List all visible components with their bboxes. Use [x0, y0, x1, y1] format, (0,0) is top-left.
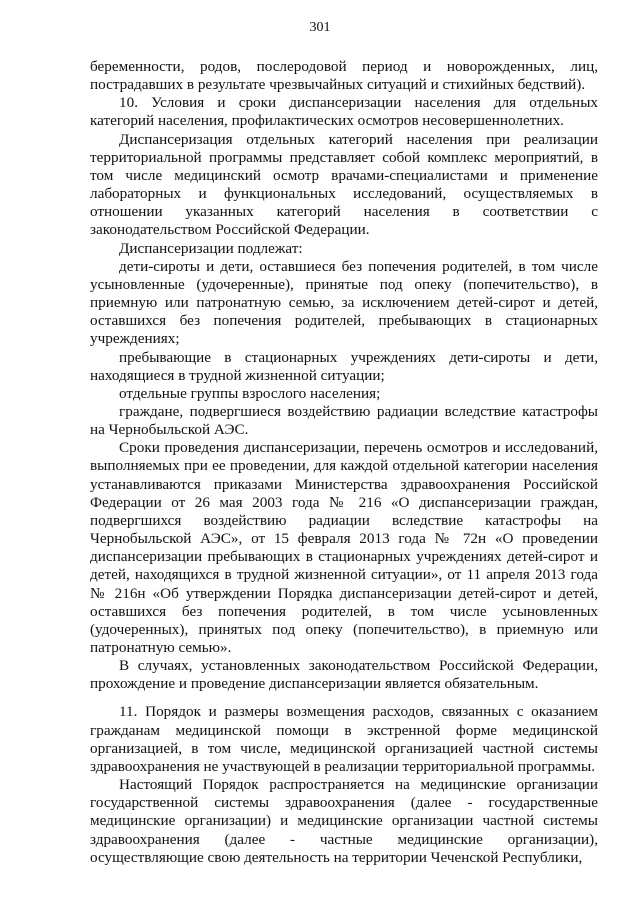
list-item-institution-children: пребывающие в стационарных учреждениях дети-сироты и дети, находящиеся в трудной жизненной ситуации; [90, 348, 598, 384]
document-body [90, 58, 598, 867]
section-10-heading: 10. Условия и сроки диспансеризации населения для отдельных категорий населения, профилактических осмотров несовершеннолетних. [90, 94, 598, 130]
paragraph-terms-and-orders: Сроки проведения диспансеризации, перечень осмотров и исследований, выполняемых при ее проведении, для каждой отдельной категории населения устанавливаются приказами Министерства здравоохранения Российской Федерации от 26 мая 2003 года № 216 «О диспансеризации граждан, подвергшихся воздействию радиации вследствие катастрофы на Чернобыльской АЭС», от 15 февраля 2013 года № 72н «О проведении диспансеризации пребывающих в стационарных учреждениях детей-сирот и детей, находящихся в трудной жизненной ситуации», от 11 апреля 2013 года № 216н «Об утверждении Порядка диспансеризации детей-сирот и детей, оставшихся без попечения родителей, в том числе усыновленных (удочеренных), принятых под опеку (попечительство), в приемную или патронатную семью». [90, 439, 598, 656]
paragraph-procedure-scope: Настоящий Порядок распространяется на медицинские организации государственной системы здравоохранения (далее - государственные медицинские организации) и медицинские организации частной системы здравоохранения (далее - частные медицинские организации), осуществляющие свою деятельность на территории Чеченской Республики, [90, 776, 598, 866]
section-11-heading: 11. Порядок и размеры возмещения расходов, связанных с оказанием гражданам медицинской помощи в экстренной форме медицинской организацией, в том числе, медицинской организацией частной системы здравоохранения не участвующей в реализации территориальной программы. [90, 703, 598, 775]
list-item-chernobyl: граждане, подвергшиеся воздействию радиации вследствие катастрофы на Чернобыльской АЭС. [90, 402, 598, 439]
page-number: 301 [309, 20, 331, 35]
paragraph-subject-to-dispensary: Диспансеризации подлежат: [119, 239, 303, 257]
paragraph-dispensary-definition: Диспансеризация отдельных категорий населения при реализации территориальной программы представляет собой комплекс мероприятий, в том числе медицинский осмотр врачами-специалистами и применение лабораторных и функциональных исследований, осуществляемых в отношении указанных категорий населения в соответствии с законодательством Российской Федерации. [90, 130, 598, 239]
paragraph-continuation: беременности, родов, послеродовой период и новорожденных, лиц, пострадавших в результате чрезвычайных ситуаций и стихийных бедствий). [90, 58, 598, 94]
list-item-orphans: дети-сироты и дети, оставшиеся без попечения родителей, в том числе усыновленные (удочеренные), принятые под опеку (попечительство), в приемную или патронатную семью, за исключением детей-сирот и детей, оставшихся без попечения родителей, пребывающих в стационарных учреждениях; [90, 257, 598, 348]
list-item-adult-groups: отдельные группы взрослого населения; [119, 384, 381, 402]
paragraph-mandatory: В случаях, установленных законодательством Российской Федерации, прохождение и проведение диспансеризации является обязательным. [90, 657, 598, 693]
